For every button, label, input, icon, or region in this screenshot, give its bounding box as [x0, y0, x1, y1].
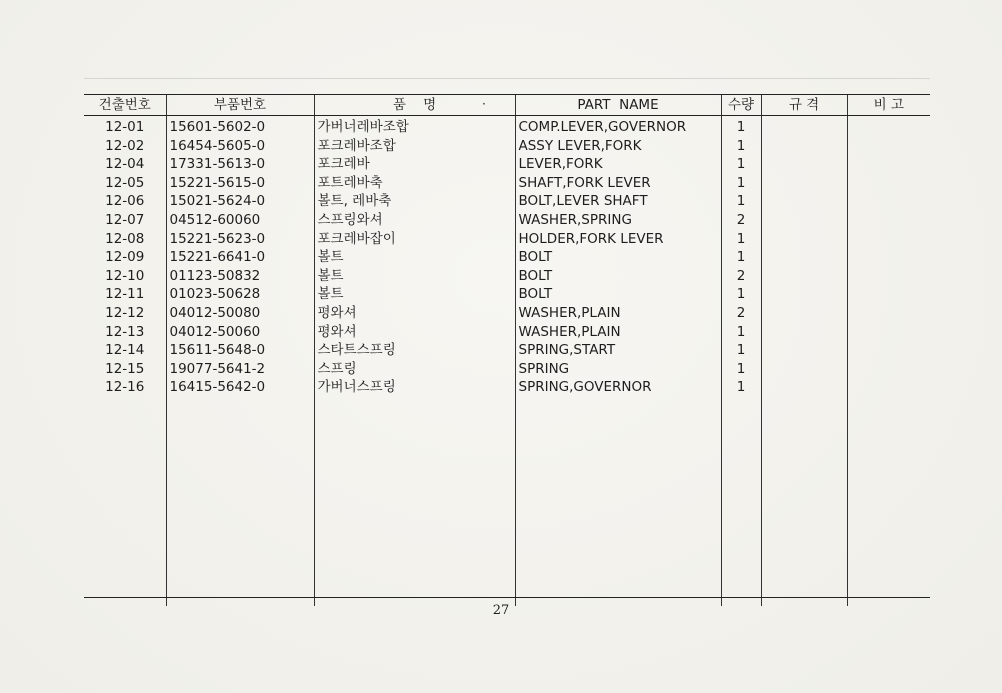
header-dot: ·: [482, 97, 486, 111]
cell-qty: 1: [721, 174, 761, 193]
cell-spec: [761, 378, 847, 397]
cell-qty: 1: [721, 137, 761, 156]
table-row: [84, 230, 930, 249]
header-name-kr: 품 명: [314, 95, 515, 116]
cell-ref-no: 12-16: [105, 379, 145, 396]
table-filler-row: [84, 397, 930, 606]
cell-spec: [761, 285, 847, 304]
cell-name-kr: 가버너레바조합: [314, 116, 515, 137]
parts-list-table-wrapper: [84, 94, 930, 598]
cell-spec: [761, 360, 847, 379]
table-row: [84, 211, 930, 230]
cell-spec: [761, 230, 847, 249]
cell-spec: [761, 116, 847, 137]
cell-remarks: [847, 211, 930, 230]
cell-ref-no: 12-10: [105, 267, 145, 284]
cell-part-name: COMP.LEVER,GOVERNOR: [515, 116, 721, 137]
cell-ref-no: 12-12: [105, 304, 145, 321]
header-part-no: 부품번호: [166, 95, 314, 116]
filler-cell: [721, 397, 761, 606]
cell-part-no: 15221-5623-0: [166, 230, 314, 249]
table-row: [84, 341, 930, 360]
cell-remarks: [847, 323, 930, 342]
cell-spec: [761, 341, 847, 360]
table-row: [84, 360, 930, 379]
cell-remarks: [847, 304, 930, 323]
cell-part-name: BOLT: [515, 248, 721, 267]
cell-spec: [761, 192, 847, 211]
cell-spec: [761, 137, 847, 156]
cell-qty: 1: [721, 192, 761, 211]
cell-remarks: [847, 137, 930, 156]
cell-qty: 1: [721, 341, 761, 360]
table-row: [84, 304, 930, 323]
cell-remarks: [847, 174, 930, 193]
header-ref-no: 건출번호: [84, 95, 166, 116]
table-row: [84, 285, 930, 304]
cell-qty: 1: [721, 323, 761, 342]
cell-part-no: 16454-5605-0: [166, 137, 314, 156]
cell-part-no: 15611-5648-0: [166, 341, 314, 360]
table-row: [84, 267, 930, 286]
table-row: [84, 116, 930, 137]
cell-part-no: 15221-6641-0: [166, 248, 314, 267]
table-row: [84, 192, 930, 211]
cell-part-no: 17331-5613-0: [166, 155, 314, 174]
cell-spec: [761, 248, 847, 267]
cell-part-no: 15221-5615-0: [166, 174, 314, 193]
filler-cell: [761, 397, 847, 606]
cell-qty: 2: [721, 304, 761, 323]
header-qty: 수량: [721, 95, 761, 116]
cell-ref-no: 12-07: [105, 211, 145, 228]
cell-part-no: 01123-50832: [166, 267, 314, 286]
cell-remarks: [847, 267, 930, 286]
cell-spec: [761, 174, 847, 193]
cell-remarks: [847, 378, 930, 397]
cell-name-kr: 볼트, 레바축: [314, 192, 515, 211]
bottom-rule: [84, 597, 930, 598]
cell-part-name: SPRING,GOVERNOR: [515, 378, 721, 397]
table-row: [84, 248, 930, 267]
cell-name-kr: 가버너스프링: [314, 378, 515, 397]
table-header-row: [84, 95, 930, 116]
cell-ref-no: 12-11: [105, 286, 145, 303]
cell-spec: [761, 155, 847, 174]
cell-part-no: 15021-5624-0: [166, 192, 314, 211]
header-part-name: PART NAME: [515, 95, 721, 116]
table-row: [84, 378, 930, 397]
cell-qty: 2: [721, 211, 761, 230]
cell-ref-no: 12-08: [105, 230, 145, 247]
filler-cell: [314, 397, 515, 606]
cell-part-name: WASHER,SPRING: [515, 211, 721, 230]
cell-part-name: BOLT: [515, 285, 721, 304]
cell-name-kr: 볼트: [314, 248, 515, 267]
cell-part-no: 15601-5602-0: [166, 116, 314, 137]
cell-name-kr: 포크레바: [314, 155, 515, 174]
cell-name-kr: 포트레바축: [314, 174, 515, 193]
cell-spec: [761, 304, 847, 323]
table-row: [84, 155, 930, 174]
cell-part-name: HOLDER,FORK LEVER: [515, 230, 721, 249]
cell-qty: 1: [721, 230, 761, 249]
filler-cell: [847, 397, 930, 606]
cell-remarks: [847, 155, 930, 174]
cell-remarks: [847, 192, 930, 211]
cell-remarks: [847, 248, 930, 267]
cell-part-name: WASHER,PLAIN: [515, 323, 721, 342]
cell-ref-no: 12-14: [105, 342, 145, 359]
cell-name-kr: 볼트: [314, 267, 515, 286]
cell-remarks: [847, 285, 930, 304]
filler-cell: [166, 397, 314, 606]
cell-qty: 1: [721, 248, 761, 267]
top-rule: [84, 78, 930, 79]
cell-part-no: 16415-5642-0: [166, 378, 314, 397]
cell-name-kr: 평와셔: [314, 323, 515, 342]
filler-cell: [84, 397, 166, 606]
page-number: 27: [492, 603, 510, 618]
cell-remarks: [847, 341, 930, 360]
cell-remarks: [847, 360, 930, 379]
cell-name-kr: 포크레바잡이: [314, 230, 515, 249]
parts-list-table: [84, 94, 930, 606]
cell-part-name: SPRING: [515, 360, 721, 379]
cell-part-name: SHAFT,FORK LEVER: [515, 174, 721, 193]
table-row: [84, 323, 930, 342]
cell-spec: [761, 211, 847, 230]
cell-ref-no: 12-02: [105, 137, 145, 154]
cell-name-kr: 스타트스프링: [314, 341, 515, 360]
cell-spec: [761, 267, 847, 286]
header-spec: 규 격: [761, 95, 847, 116]
cell-spec: [761, 323, 847, 342]
cell-remarks: [847, 116, 930, 137]
cell-name-kr: 평와셔: [314, 304, 515, 323]
cell-part-no: 04512-60060: [166, 211, 314, 230]
cell-part-name: BOLT,LEVER SHAFT: [515, 192, 721, 211]
cell-qty: 1: [721, 116, 761, 137]
table-row: [84, 137, 930, 156]
cell-name-kr: 스프링: [314, 360, 515, 379]
cell-ref-no: 12-09: [105, 249, 145, 266]
cell-ref-no: 12-01: [105, 119, 145, 135]
cell-part-name: ASSY LEVER,FORK: [515, 137, 721, 156]
table-row: [84, 174, 930, 193]
cell-part-no: 04012-50080: [166, 304, 314, 323]
cell-qty: 1: [721, 378, 761, 397]
cell-part-no: 01023-50628: [166, 285, 314, 304]
cell-name-kr: 포크레바조합: [314, 137, 515, 156]
cell-qty: 1: [721, 285, 761, 304]
cell-qty: 1: [721, 360, 761, 379]
cell-remarks: [847, 230, 930, 249]
cell-ref-no: 12-05: [105, 174, 145, 191]
cell-qty: 2: [721, 267, 761, 286]
cell-ref-no: 12-13: [105, 323, 145, 340]
cell-part-no: 04012-50060: [166, 323, 314, 342]
cell-part-name: SPRING,START: [515, 341, 721, 360]
cell-qty: 1: [721, 155, 761, 174]
cell-ref-no: 12-04: [105, 156, 145, 173]
cell-part-name: LEVER,FORK: [515, 155, 721, 174]
cell-part-no: 19077-5641-2: [166, 360, 314, 379]
cell-name-kr: 스프링와셔: [314, 211, 515, 230]
cell-ref-no: 12-06: [105, 193, 145, 210]
filler-cell: [515, 397, 721, 606]
cell-name-kr: 볼트: [314, 285, 515, 304]
cell-part-name: BOLT: [515, 267, 721, 286]
header-remarks: 비 고: [847, 95, 930, 116]
cell-part-name: WASHER,PLAIN: [515, 304, 721, 323]
cell-ref-no: 12-15: [105, 360, 145, 377]
